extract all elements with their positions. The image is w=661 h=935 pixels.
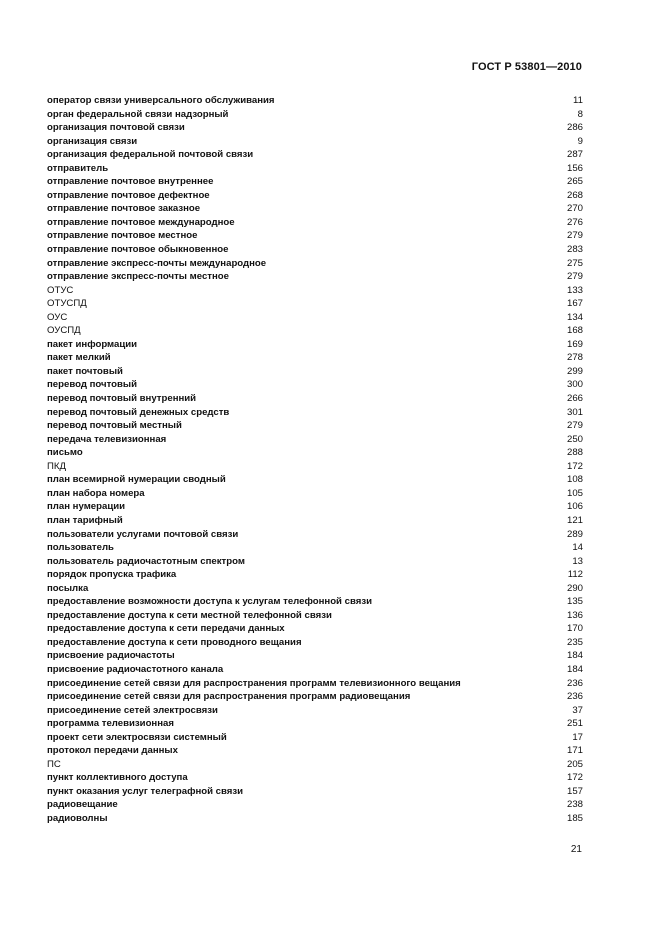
index-page-reference: 105 [566, 487, 583, 499]
index-page-reference: 134 [566, 311, 583, 323]
index-term: программа телевизионная [47, 718, 174, 730]
index-entry [47, 744, 583, 758]
index-entry [47, 433, 583, 447]
index-entry [47, 771, 583, 785]
term-index-list [47, 94, 583, 826]
index-term: предоставление доступа к сети передачи данных [47, 623, 285, 635]
index-term: пакет информации [47, 338, 138, 350]
index-entry [47, 514, 583, 528]
index-page-reference: 300 [566, 379, 583, 391]
index-term: пользователь [47, 542, 114, 554]
index-page-reference: 279 [566, 230, 583, 242]
index-page-reference: 112 [567, 569, 583, 581]
index-page-reference: 133 [566, 284, 583, 296]
index-page-reference: 286 [566, 122, 583, 134]
index-entry [47, 108, 583, 122]
index-term: отправление почтовое дефектное [47, 189, 210, 201]
index-entry [47, 378, 583, 392]
index-entry [47, 473, 583, 487]
index-term: письмо [47, 447, 83, 459]
index-term: предоставление доступа к сети местной телефонной связи [47, 609, 332, 621]
index-term: отправление почтовое международное [47, 216, 235, 228]
index-entry [47, 229, 583, 243]
index-term: ОУСПД [47, 325, 81, 337]
index-page-reference: 135 [566, 596, 583, 608]
index-entry [47, 351, 583, 365]
index-term: пакет мелкий [47, 352, 111, 364]
index-term: пункт коллективного доступа [47, 772, 188, 784]
index-page-reference: 276 [566, 216, 583, 228]
index-page-reference: 275 [566, 257, 583, 269]
index-term: отправление почтовое обыкновенное [47, 244, 229, 256]
index-entry [47, 216, 583, 230]
index-term: оператор связи универсального обслуживания [47, 95, 275, 106]
index-entry [47, 338, 583, 352]
document-standard-header: ГОСТ Р 53801—2010 [471, 61, 582, 73]
index-entry [47, 812, 583, 826]
index-entry [47, 568, 583, 582]
index-term: план всемирной нумерации сводный [47, 474, 226, 486]
index-entry [47, 649, 583, 663]
index-page-reference: 270 [566, 203, 583, 215]
index-entry [47, 487, 583, 501]
index-entry [47, 406, 583, 420]
index-entry [47, 528, 583, 542]
index-term: организация почтовой связи [47, 122, 185, 134]
index-entry [47, 609, 583, 623]
index-entry [47, 690, 583, 704]
index-term: присоединение сетей связи для распространения программ радиовещания [47, 691, 411, 703]
index-term: организация федеральной почтовой связи [47, 149, 254, 161]
index-page-reference: 136 [566, 609, 583, 621]
index-entry [47, 446, 583, 460]
index-term: присоединение сетей электросвязи [47, 704, 218, 716]
index-term: перевод почтовый местный [47, 420, 182, 432]
index-term: перевод почтовый внутренний [47, 393, 197, 405]
index-page-reference: 9 [577, 135, 583, 147]
index-term: пользователь радиочастотным спектром [47, 555, 245, 567]
index-entry [47, 636, 583, 650]
index-term: радиоволны [47, 812, 108, 824]
index-page-reference: 170 [566, 623, 583, 635]
index-page-reference: 266 [566, 393, 583, 405]
index-term: предоставление возможности доступа к услугам телефонной связи [47, 596, 372, 608]
index-page-reference: 172 [566, 460, 583, 472]
index-page-reference: 17 [572, 731, 583, 743]
index-entry [47, 189, 583, 203]
index-term: пакет почтовый [47, 365, 123, 377]
index-term: порядок пропуска трафика [47, 569, 177, 581]
index-term: ОТУС [47, 284, 74, 296]
index-entry [47, 365, 583, 379]
index-term: радиовещание [47, 799, 118, 811]
index-term: проект сети электросвязи системный [47, 731, 227, 743]
index-page-reference: 185 [566, 812, 583, 824]
index-term: отправитель [47, 162, 109, 174]
index-page-reference: 290 [566, 582, 583, 594]
index-page-reference: 235 [566, 636, 583, 648]
index-page-reference: 184 [566, 650, 583, 662]
index-entry [47, 541, 583, 555]
index-term: ОТУСПД [47, 298, 87, 310]
index-page-reference: 11 [573, 95, 583, 106]
index-entry [47, 243, 583, 257]
index-page-reference: 37 [572, 704, 583, 716]
index-page-reference: 156 [566, 162, 583, 174]
index-term: присоединение сетей связи для распространения программ телевизионного вещания [47, 677, 461, 689]
index-entry [47, 500, 583, 514]
index-page-reference: 172 [566, 772, 583, 784]
index-page-reference: 289 [566, 528, 583, 540]
index-term: план тарифный [47, 514, 123, 526]
index-page-reference: 168 [566, 325, 583, 337]
index-page-reference: 279 [566, 420, 583, 432]
index-term: пункт оказания услуг телеграфной связи [47, 785, 244, 797]
index-page-reference: 106 [566, 501, 583, 513]
index-term: перевод почтовый денежных средств [47, 406, 230, 418]
index-entry [47, 392, 583, 406]
index-term: план нумерации [47, 501, 126, 513]
index-entry [47, 677, 583, 691]
index-page-reference: 236 [566, 677, 583, 689]
index-entry [47, 663, 583, 677]
index-entry [47, 202, 583, 216]
index-entry [47, 731, 583, 745]
index-entry [47, 148, 583, 162]
index-entry [47, 582, 583, 596]
index-page-reference: 250 [566, 433, 583, 445]
index-page-reference: 236 [566, 691, 583, 703]
index-page-reference: 184 [566, 663, 583, 675]
index-page-reference: 251 [566, 718, 583, 730]
index-term: ОУС [47, 311, 68, 323]
index-term: протокол передачи данных [47, 745, 178, 757]
index-entry [47, 135, 583, 149]
index-entry [47, 175, 583, 189]
index-entry [47, 758, 583, 772]
index-term: предоставление доступа к сети проводного вещания [47, 636, 302, 648]
index-term: передача телевизионная [47, 433, 167, 445]
index-entry [47, 257, 583, 271]
index-page-reference: 268 [566, 189, 583, 201]
index-page-reference: 265 [566, 176, 583, 188]
index-page-reference: 299 [566, 365, 583, 377]
index-entry [47, 460, 583, 474]
index-entry [47, 311, 583, 325]
index-term: отправление почтовое заказное [47, 203, 201, 215]
index-page-reference: 167 [566, 298, 583, 310]
index-page-reference: 279 [566, 271, 583, 283]
index-page-reference: 301 [566, 406, 583, 418]
index-page-reference: 171 [566, 745, 583, 757]
index-term: отправление почтовое местное [47, 230, 198, 242]
index-term: присвоение радиочастотного канала [47, 663, 224, 675]
index-entry [47, 297, 583, 311]
index-term: отправление экспресс-почты местное [47, 271, 229, 283]
index-entry [47, 785, 583, 799]
index-term: перевод почтовый [47, 379, 137, 391]
index-term: план набора номера [47, 487, 145, 499]
index-entry [47, 622, 583, 636]
index-entry [47, 595, 583, 609]
index-page-reference: 157 [566, 785, 583, 797]
index-entry [47, 270, 583, 284]
index-entry [47, 419, 583, 433]
index-page-reference: 169 [566, 338, 583, 350]
index-entry [47, 121, 583, 135]
index-entry [47, 162, 583, 176]
index-term: отправление экспресс-почты международное [47, 257, 267, 269]
index-entry [47, 704, 583, 718]
index-entry [47, 94, 583, 108]
index-entry [47, 555, 583, 569]
page-number: 21 [570, 844, 582, 855]
index-page-reference: 13 [572, 555, 583, 567]
index-page-reference: 238 [566, 799, 583, 811]
index-entry [47, 284, 583, 298]
index-entry [47, 324, 583, 338]
index-term: посылка [47, 582, 89, 594]
index-page-reference: 205 [566, 758, 583, 770]
index-page-reference: 108 [566, 474, 583, 486]
index-term: организация связи [47, 135, 138, 147]
index-entry [47, 717, 583, 731]
index-term: присвоение радиочастоты [47, 650, 175, 662]
index-term: пользователи услугами почтовой связи [47, 528, 239, 540]
index-term: ПКД [47, 460, 66, 472]
index-page-reference: 8 [577, 108, 583, 120]
index-entry [47, 798, 583, 812]
index-term: орган федеральной связи надзорный [47, 108, 229, 120]
index-term: ПС [47, 758, 61, 770]
index-page-reference: 288 [566, 447, 583, 459]
index-page-reference: 278 [566, 352, 583, 364]
index-term: отправление почтовое внутреннее [47, 176, 214, 188]
index-page-reference: 283 [566, 244, 583, 256]
index-page-reference: 14 [572, 542, 583, 554]
index-page-reference: 287 [566, 149, 583, 161]
index-page-reference: 121 [566, 514, 583, 526]
